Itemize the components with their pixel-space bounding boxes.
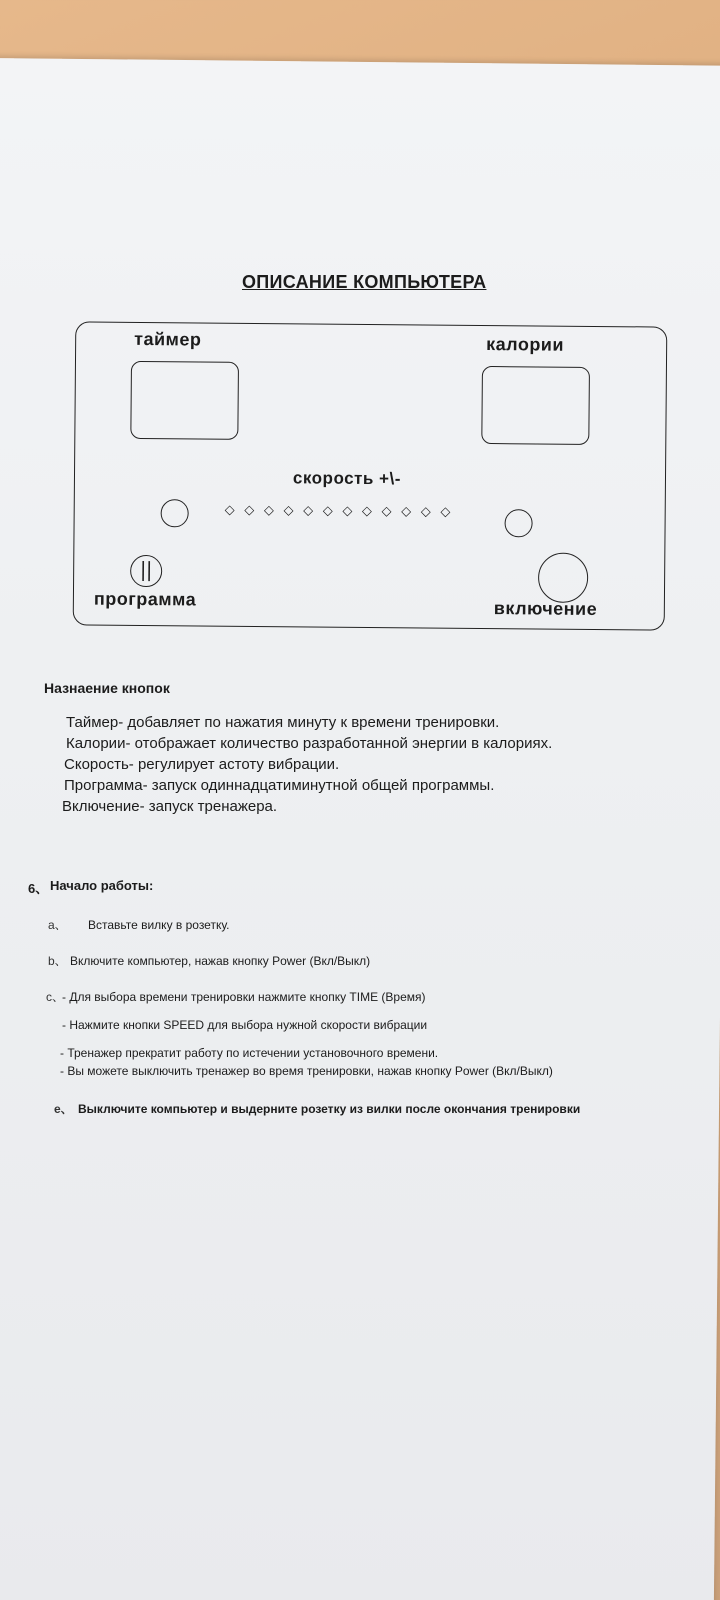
- computer-panel-diagram: [73, 321, 668, 630]
- program-icon: [131, 556, 161, 586]
- program-button[interactable]: [130, 555, 162, 587]
- start-section-heading: Начало работы:: [50, 878, 154, 893]
- calories-label: калории: [486, 334, 565, 355]
- step-b-text: Включите компьютер, нажав кнопку Power (Вкл/Выкл): [70, 954, 371, 968]
- start-section-number: 6、: [28, 881, 49, 896]
- step-e-text: Выключите компьютер и выдерните розетку из вилки после окончания тренировки: [78, 1102, 581, 1116]
- timer-label: таймер: [134, 328, 202, 350]
- buttons-section-heading: Назнаение кнопок: [44, 680, 170, 696]
- page-title: ОПИСАНИЕ КОМПЬЮТЕРА: [242, 272, 487, 292]
- step-e-marker: e、: [54, 1102, 73, 1116]
- step-c-text: - Для выбора времени тренировки нажмите кнопку TIME (Время): [62, 990, 426, 1004]
- program-description: Программа- запуск одиннадцатиминутной общей программы.: [64, 777, 495, 794]
- step-a-marker: a、: [48, 918, 67, 932]
- speed-plus-button[interactable]: [504, 509, 532, 537]
- speed-description: Скорость- регулирует астоту вибрации.: [64, 756, 340, 773]
- timer-description: Таймер- добавляет по нажатия минуту к времени тренировки.: [66, 714, 500, 731]
- timer-display: [130, 361, 239, 440]
- speed-label: скорость +\-: [292, 468, 401, 489]
- power-description: Включение- запуск тренажера.: [62, 798, 278, 815]
- calories-display: [481, 366, 590, 445]
- program-label: программа: [93, 588, 197, 610]
- step-c-power-note: - Вы можете выключить тренажер во время тренировки, нажав кнопку Power (Вкл/Выкл): [60, 1064, 553, 1078]
- step-b-marker: b、: [48, 954, 67, 968]
- step-c-marker: c、: [46, 990, 65, 1004]
- calories-description: Калории- отображает количество разработанной энергии в калориях.: [66, 735, 553, 752]
- step-c-timer-note: - Тренажер прекратит работу по истечении установочного времени.: [60, 1046, 439, 1060]
- speed-minus-button[interactable]: [161, 499, 189, 527]
- speed-level-indicators: ◇ ◇ ◇ ◇ ◇ ◇ ◇ ◇ ◇ ◇ ◇ ◇: [224, 501, 454, 519]
- power-label: включение: [493, 598, 598, 619]
- step-a-text: Вставьте вилку в розетку.: [88, 918, 230, 932]
- step-c-speed-note: - Нажмите кнопки SPEED для выбора нужной скорости вибрации: [62, 1018, 428, 1032]
- power-button[interactable]: [538, 552, 588, 602]
